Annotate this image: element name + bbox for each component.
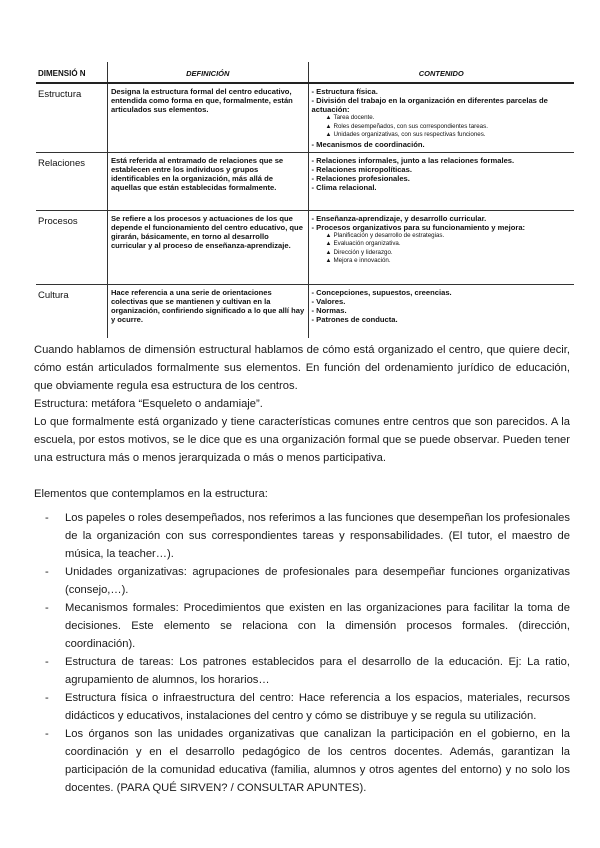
content-subitem — [312, 249, 571, 258]
cell-definition: Está referida al entramado de relaciones que se establecen entre los individuos y grupos identificables en la organización, más allá de aquellas que están establecidas formalmente. — [107, 152, 308, 210]
triangle-bullet-icon: ▲ — [325, 123, 332, 130]
list-item-text: Unidades organizativas: agrupaciones de profesionales para desempeñar funciones organizativas (consejo,…). — [65, 566, 570, 596]
list-item-text: Estructura física o infraestructura del centro: Hace referencia a los espacios, materiales, recursos didácticos y educativos, instalaciones del centro y cómo se distribuye y se regula su utilización. — [65, 692, 570, 722]
content-subitem-text: Dirección y liderazgo. — [333, 248, 393, 256]
triangle-bullet-icon: ▲ — [325, 241, 332, 247]
content-subitem — [312, 232, 571, 241]
triangle-bullet-icon: ▲ — [325, 249, 332, 256]
cell-definition: Designa la estructura formal del centro educativo, entendida como forma en que, formalmente, están articulados sus elementos. — [107, 83, 308, 152]
content-item: - Relaciones profesionales. — [311, 173, 410, 183]
list-item — [34, 599, 570, 653]
dash-bullet-icon: - — [45, 692, 49, 704]
cell-content — [308, 152, 574, 210]
content-subitem-text: Roles desempeñados, con sus correspondientes tareas. — [333, 122, 488, 130]
elements-list — [34, 509, 570, 797]
content-subitem-text: Unidades organizativas, con sus respectivas funciones. — [333, 131, 486, 138]
content-subitem — [312, 257, 571, 266]
content-item: - Relaciones informales, junto a las relaciones formales. — [311, 155, 515, 165]
cell-dimension: Cultura — [38, 289, 69, 301]
content-subitem — [312, 123, 571, 132]
list-item — [34, 509, 570, 563]
list-item — [34, 725, 570, 797]
table-row — [36, 83, 574, 152]
content-subitem — [312, 240, 571, 249]
cell-content — [308, 284, 574, 338]
content-item: - Clima relacional. — [311, 182, 377, 192]
dash-bullet-icon: - — [45, 566, 49, 578]
paragraph-metaphor: Estructura: metáfora “Esqueleto o andamiaje”. — [34, 398, 263, 410]
content-subitem-text: Evaluación organizativa. — [333, 240, 401, 247]
list-item-text: Los órganos son las unidades organizativas que canalizan la participación en el gobierno, en la coordinación y en el desarrollo pedagógico de los centros docentes. Además, garantizan la participación de la comunidad educativa (familia, alumnos y otros agentes del entorno) y no solo los docentes. (PARA QUÉ SIRVEN? / CONSULTAR APUNTES). — [65, 728, 570, 794]
paragraph-formal: Lo que formalmente está organizado y tiene características comunes entre centros que son parecidos. A la escuela, por estos motivos, se le dice que es una organización formal que se puede observar. Pueden tener una estructura más o menos jerarquizada o más o menos participativa. — [34, 416, 570, 464]
content-item: - Enseñanza-aprendizaje, y desarrollo curricular. — [311, 213, 487, 223]
cell-dimension: Estructura — [36, 83, 107, 152]
content-subitem-text: Planificación y desarrollo de estrategias. — [333, 231, 445, 239]
content-item: - División del trabajo en la organización en diferentes parcelas de actuación: — [311, 96, 548, 114]
paragraph-elements-intro: Elementos que contemplamos en la estructura: — [34, 488, 268, 500]
content-subitem — [312, 114, 571, 123]
dash-bullet-icon: - — [45, 728, 49, 740]
spacer — [34, 467, 570, 485]
cell-dimension: Procesos — [36, 210, 107, 284]
cell-content — [308, 210, 574, 284]
triangle-bullet-icon: ▲ — [325, 132, 332, 138]
list-item — [34, 653, 570, 689]
cell-definition: Hace referencia a una serie de orientaciones colectivas que se mantienen y cultivan en la organización, confiriendo significado a lo que allí hay y ocurre. — [107, 284, 308, 338]
document-body — [34, 341, 570, 797]
content-item: - Relaciones micropolíticas. — [311, 164, 412, 174]
table-row — [36, 210, 574, 284]
content-subitem-text: Tarea docente. — [333, 114, 375, 121]
table-row — [36, 284, 574, 338]
header-definition: DEFINICIÓN — [107, 62, 308, 83]
table-row — [36, 152, 574, 210]
content-item: - Concepciones, supuestos, creencias. — [311, 287, 452, 297]
triangle-bullet-icon: ▲ — [325, 232, 332, 239]
dash-bullet-icon: - — [45, 602, 49, 614]
dash-bullet-icon: - — [45, 656, 49, 668]
content-subitem-text: Mejora e innovación. — [333, 257, 391, 264]
triangle-bullet-icon: ▲ — [325, 258, 332, 264]
content-item: - Mecanismos de coordinación. — [311, 139, 425, 149]
header-content: CONTENIDO — [308, 62, 574, 83]
list-item-text: Estructura de tareas: Los patrones establecidos para el desarrollo de la educación. Ej: La ratio, agrupamiento de alumnos, los horarios… — [65, 656, 570, 686]
content-item: - Normas. — [311, 305, 347, 315]
list-item-text: Los papeles o roles desempeñados, nos referimos a las funciones que desempeñan los profesionales de la organización con sus correspondientes tareas y responsabilidades. (El tutor, el maestro de música, la teacher…). — [65, 512, 570, 560]
cell-definition: Se refiere a los procesos y actuaciones de los que depende el funcionamiento del centro educativo, que girarán, básicamente, en torno al desarrollo curricular y al proceso de enseñanza-aprendizaje. — [107, 210, 308, 284]
header-dimension: DIMENSIÓ N — [36, 62, 107, 83]
content-item: - Procesos organizativos para su funcionamiento y mejora: — [311, 222, 526, 232]
cell-dimension: Relaciones — [36, 152, 107, 210]
list-item — [34, 689, 570, 725]
dash-bullet-icon: - — [45, 512, 49, 524]
content-item: - Estructura física. — [311, 87, 378, 96]
content-subitem — [312, 131, 571, 140]
table-header-row — [36, 62, 574, 83]
list-item-text: Mecanismos formales: Procedimientos que existen en las organizaciones para facilitar la toma de decisiones. Este elemento se relaciona con la dimensión procesos formales. (dirección, coordinación). — [65, 602, 570, 650]
list-item — [34, 563, 570, 599]
triangle-bullet-icon: ▲ — [325, 115, 332, 121]
content-item: - Patrones de conducta. — [311, 314, 398, 324]
content-item: - Valores. — [311, 296, 346, 306]
cell-content — [308, 83, 574, 152]
dimensions-table — [36, 62, 574, 338]
paragraph-intro: Cuando hablamos de dimensión estructural hablamos de cómo está organizado el centro, que quiere decir, cómo están articulados formalmente sus elementos. En función del ordenamiento jurídico de educación, que obviamente regula esa estructura de los centros. — [34, 344, 570, 392]
